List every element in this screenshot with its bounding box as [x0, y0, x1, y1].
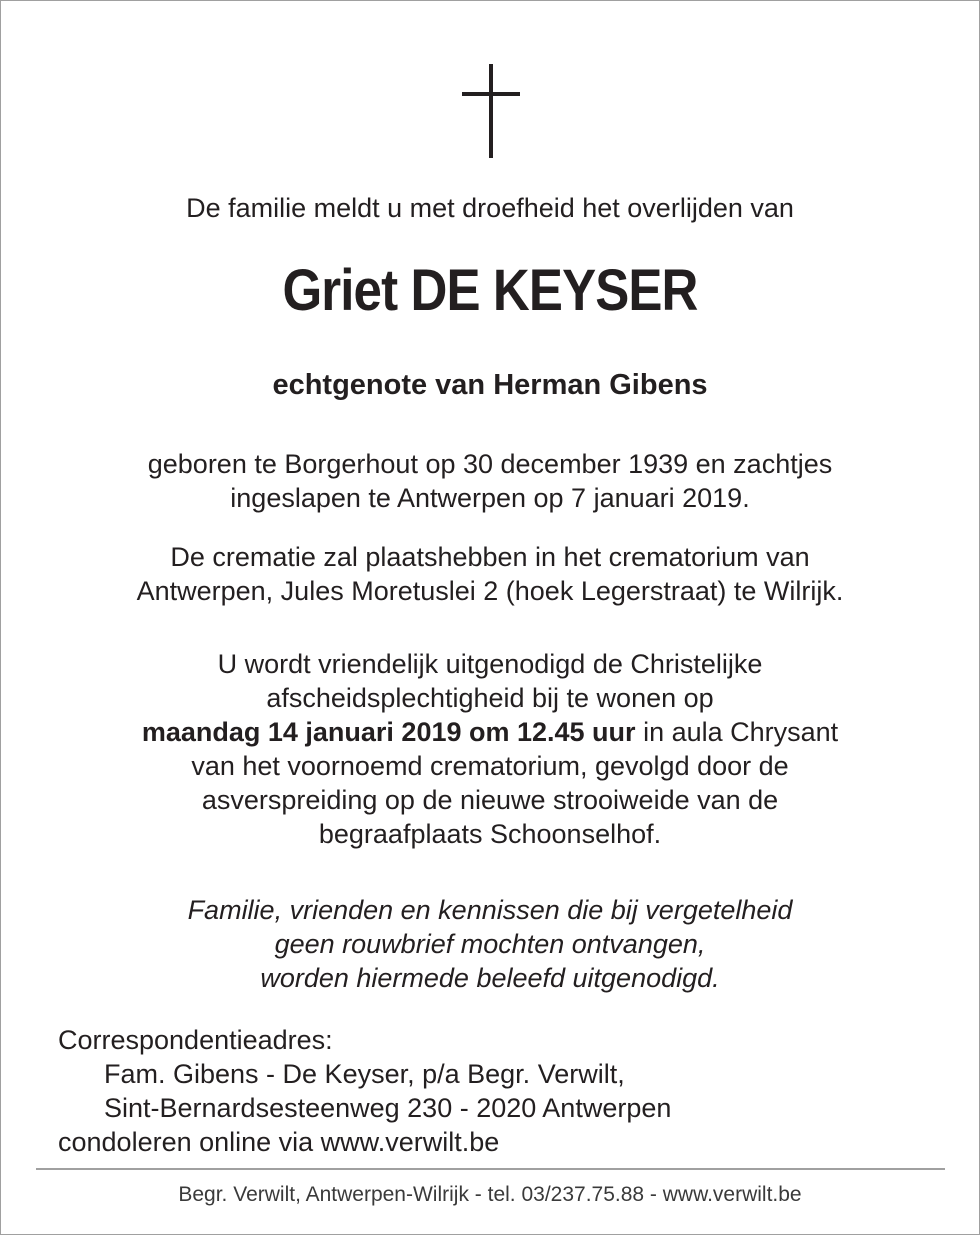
ceremony-line-1: U wordt vriendelijk uitgenodigd de Christelijke [217, 649, 763, 679]
deceased-name: Griet DE KEYSER [282, 258, 698, 323]
invitation-paragraph [0, 893, 980, 995]
invitation-line-1: Familie, vrienden en kennissen die bij vergetelheid [187, 895, 793, 925]
online-condolence: condoleren online via www.verwilt.be [58, 1127, 500, 1157]
cremation-line-2: Antwerpen, Jules Moretuslei 2 (hoek Legerstraat) te Wilrijk. [136, 576, 844, 606]
ceremony-date-line [0, 715, 980, 749]
cross-icon [462, 64, 520, 158]
ceremony-line-4: van het voornoemd crematorium, gevolgd door de [191, 751, 789, 781]
intro-text: De familie meldt u met droefheid het overlijden van [186, 193, 794, 223]
birth-death-paragraph [0, 447, 980, 515]
death-line: ingeslapen te Antwerpen op 7 januari 2019. [230, 483, 750, 513]
ceremony-location: in aula Chrysant [635, 717, 839, 747]
correspondence-address-2: Sint-Bernardsesteenweg 230 - 2020 Antwerpen [104, 1093, 672, 1123]
ceremony-line-5: asverspreiding op de nieuwe strooiweide van de [201, 785, 779, 815]
correspondence-block [58, 1023, 671, 1159]
spouse-line: echtgenote van Herman Gibens [272, 369, 708, 401]
ceremony-date: maandag 14 januari 2019 om 12.45 uur [141, 717, 636, 747]
correspondence-label: Correspondentieadres: [58, 1025, 333, 1055]
cremation-line-1: De crematie zal plaatshebben in het crematorium van [170, 542, 810, 572]
invitation-line-3: worden hiermede beleefd uitgenodigd. [260, 963, 720, 993]
ceremony-paragraph [0, 647, 980, 851]
cremation-paragraph [0, 540, 980, 608]
ceremony-line-6: begraafplaats Schoonselhof. [318, 819, 662, 849]
correspondence-address-1: Fam. Gibens - De Keyser, p/a Begr. Verwilt, [104, 1059, 625, 1089]
footer-divider [36, 1168, 945, 1170]
birth-line: geboren te Borgerhout op 30 december 1939 en zachtjes [147, 449, 833, 479]
footer-text: Begr. Verwilt, Antwerpen-Wilrijk - tel. 03/237.75.88 - www.verwilt.be [178, 1183, 802, 1206]
invitation-line-2: geen rouwbrief mochten ontvangen, [274, 929, 706, 959]
ceremony-line-2: afscheidsplechtigheid bij te wonen op [266, 683, 714, 713]
